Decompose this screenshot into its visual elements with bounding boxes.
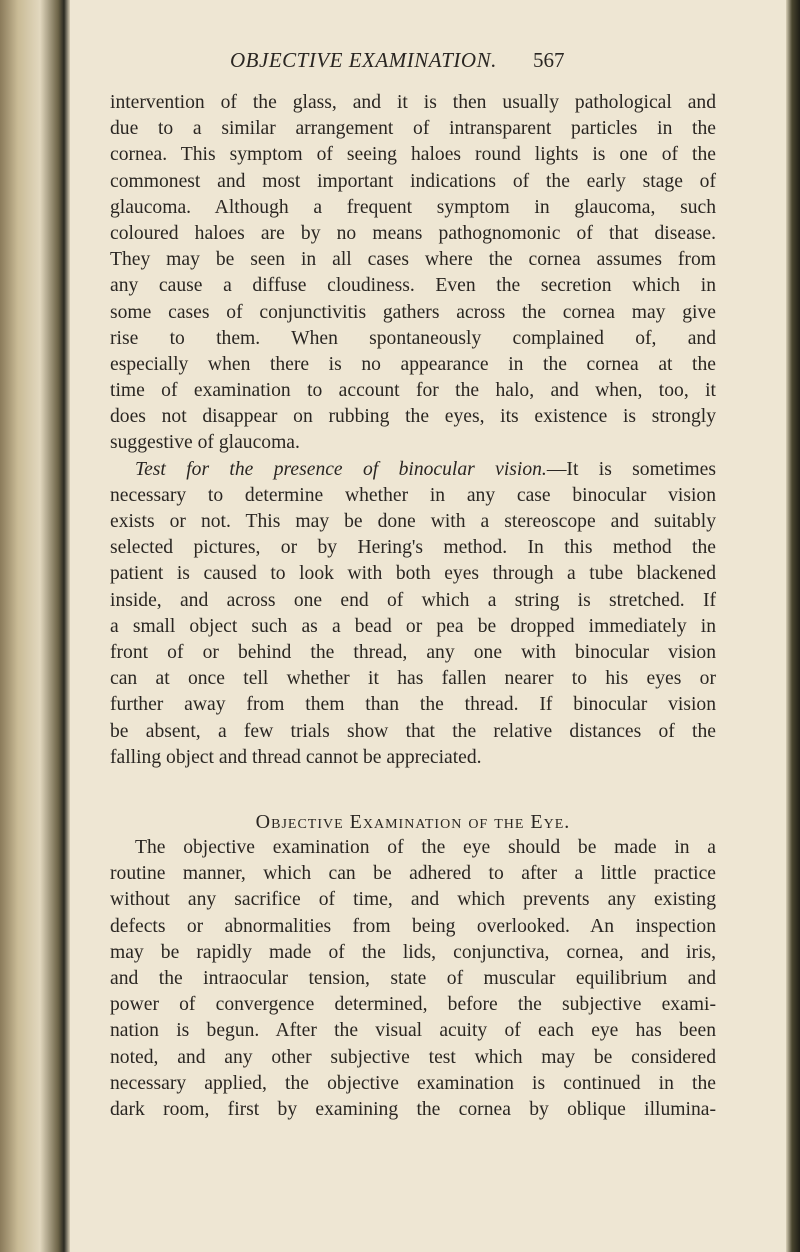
page-right-edge xyxy=(786,0,800,1252)
text-line: coloured haloes are by no means pathognomonic of that disease. xyxy=(110,222,716,244)
text-line: inside, and across one end of which a string is stretched. If xyxy=(110,589,716,611)
text-line: necessary applied, the objective examination is continued in the xyxy=(110,1072,716,1094)
text-line: glaucoma. Although a frequent symptom in glaucoma, such xyxy=(110,196,716,218)
book-binding-edge xyxy=(0,0,70,1252)
text-line: commonest and most important indications of the early stage of xyxy=(110,170,716,192)
text-line: a small object such as a bead or pea be dropped immediately in xyxy=(110,615,716,637)
text-line: The objective examination of the eye should be made in a xyxy=(135,837,716,859)
text-line: may be rapidly made of the lids, conjunctiva, cornea, and iris, xyxy=(110,941,716,963)
text-line: especially when there is no appearance in the cornea at the xyxy=(110,353,716,375)
text-line: dark room, first by examining the cornea by oblique illumina- xyxy=(110,1098,716,1120)
text-line: due to a similar arrangement of intransparent particles in the xyxy=(110,118,716,140)
text-line: be absent, a few trials show that the relative distances of the xyxy=(110,720,716,742)
text-line: routine manner, which can be adhered to after a little practice xyxy=(110,863,716,885)
text-line: They may be seen in all cases where the cornea assumes from xyxy=(110,249,716,271)
text-line: suggestive of glaucoma. xyxy=(110,432,300,454)
text-line: does not disappear on rubbing the eyes, its existence is strongly xyxy=(110,406,716,428)
text-line xyxy=(110,457,716,483)
text-line: falling object and thread cannot be appreciated. xyxy=(110,746,482,768)
text-line: exists or not. This may be done with a stereoscope and suitably xyxy=(110,511,716,532)
paragraph-binocular xyxy=(110,457,716,771)
page-header xyxy=(0,44,800,74)
page-body xyxy=(110,90,716,1123)
text-line: patient is caused to look with both eyes through a tube blackened xyxy=(110,563,716,585)
italic-lead: Test for the presence of binocular vision. xyxy=(135,458,547,480)
text-line: any cause a diffuse cloudiness. Even the secretion which in xyxy=(110,275,716,297)
text-line: time of examination to account for the halo, and when, too, it xyxy=(110,380,716,402)
text-line: intervention of the glass, and it is then usually pathological and xyxy=(110,92,716,113)
text-line: noted, and any other subjective test which may be considered xyxy=(110,1046,716,1068)
text-line: defects or abnormalities from being overlooked. An inspection xyxy=(110,915,716,937)
text-line: can at once tell whether it has fallen nearer to his eyes or xyxy=(110,668,716,690)
text-line: power of convergence determined, before the subjective exami- xyxy=(110,994,716,1016)
text-line: further away from them than the thread. If binocular vision xyxy=(110,694,716,716)
paragraph-objective-exam xyxy=(110,835,716,1123)
text-line: front of or behind the thread, any one with binocular vision xyxy=(110,641,716,663)
text-line: without any sacrifice of time, and which prevents any existing xyxy=(110,889,716,911)
section-heading: Objective Examination of the Eye. xyxy=(255,810,571,833)
text-line: rise to them. When spontaneously complained of, and xyxy=(110,327,716,349)
paragraph-halo xyxy=(110,90,716,457)
running-title: OBJECTIVE EXAMINATION. xyxy=(230,48,497,72)
text-line: nation is begun. After the visual acuity of each eye has been xyxy=(110,1020,716,1042)
page-number: 567 xyxy=(533,48,565,72)
text-line: necessary to determine whether in any case binocular vision xyxy=(110,484,716,506)
text-line: some cases of conjunctivitis gathers across the cornea may give xyxy=(110,301,716,323)
text-line: cornea. This symptom of seeing haloes round lights is one of the xyxy=(110,144,716,166)
text-line: selected pictures, or by Hering's method. In this method the xyxy=(110,537,716,559)
text-run: —It is sometimes xyxy=(546,458,716,480)
text-line: and the intraocular tension, state of muscular equilibrium and xyxy=(110,968,716,989)
